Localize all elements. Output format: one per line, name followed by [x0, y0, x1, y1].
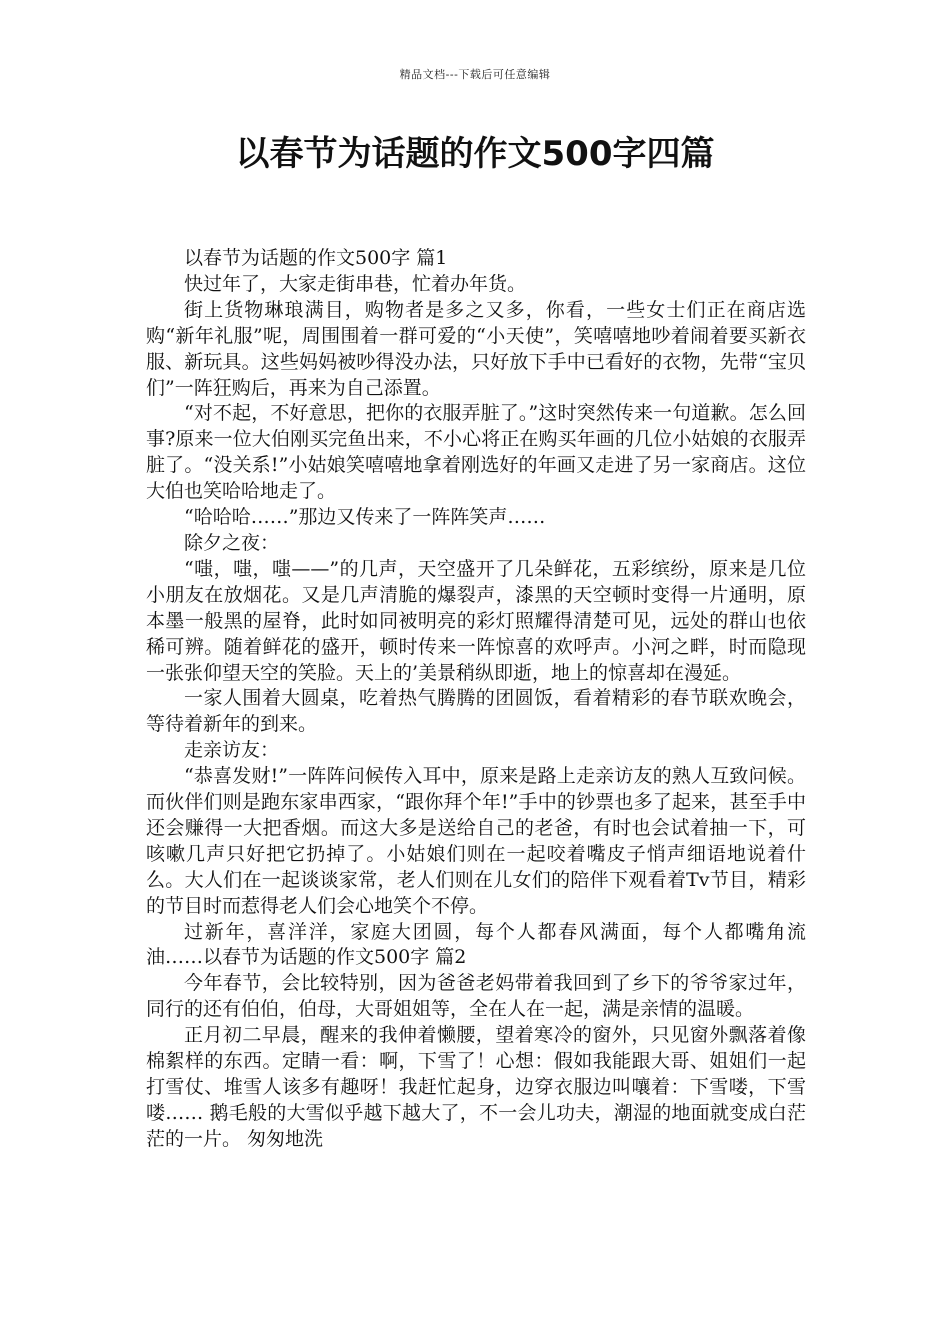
paragraph-5: “哈哈哈……”那边又传来了一阵阵笑声…… — [184, 506, 546, 529]
paragraph-4: “对不起，不好意思，把你的衣服弄脏了。”这时突然传来一句道歉。怎么回事?原来一位大伯刚买完鱼出来，不小心将正在购买年画的几位小姑娘的衣服弄脏了。“没关系!”小姑娘笑嘻嘻地拿着刚选好的年画又走进了另一家商店。这位大伯也笑哈哈地走了。 — [146, 402, 806, 503]
header-note: 精品文档---下载后可任意编辑 — [399, 68, 551, 81]
document-body — [146, 246, 806, 1153]
document-title: 以春节为话题的作文500字四篇 — [235, 134, 715, 174]
paragraph-1: 以春节为话题的作文500字 篇1 — [184, 247, 448, 269]
paragraph-7: “嗤，嗤，嗤——”的几声，天空盛开了几朵鲜花，五彩缤纷，原来是几位小朋友在放烟花。又是几声清脆的爆裂声，漆黑的天空顿时变得一片通明，原本墨一般黑的屋脊，此时如同被明亮的彩灯照耀得清楚可见，远处的群山也依稀可辨。随着鲜花的盛开，顿时传来一阵惊喜的欢呼声。小河之畔，时而隐现一张张仰望天空的笑脸。天上的’美景稍纵即逝，地上的惊喜却在漫延。 — [146, 557, 806, 684]
paragraph-6: 除夕之夜： — [184, 531, 280, 554]
paragraph-10: “恭喜发财!”一阵阵问候传入耳中，原来是路上走亲访友的熟人互致问候。而伙伴们则是跑东家串西家，“跟你拜个年!”手中的钞票也多了起来，甚至手中还会赚得一大把香烟。而这大多是送给自己的老爸，有时也会试着抽一下，可咳嗽几声只好把它扔掉了。小姑娘们则在一起咬着嘴皮子悄声细语地说着什么。大人们在一起谈谈家常，老人们则在儿女们的陪伴下观看着Tv节目，精彩的节目时而惹得老人们会心地笑个不停。 — [146, 765, 806, 917]
paragraph-12: 今年春节，会比较特别，因为爸爸老妈带着我回到了乡下的爷爷家过年，同行的还有伯伯，伯母，大哥姐姐等，全在人在一起，满是亲情的温暖。 — [146, 972, 806, 1021]
paragraph-8: 一家人围着大圆桌，吃着热气腾腾的团圆饭，看着精彩的春节联欢晚会，等待着新年的到来。 — [146, 687, 806, 736]
paragraph-11: 过新年，喜洋洋，家庭大团圆，每个人都春风满面，每个人都嘴角流油……以春节为话题的作文500字 篇2 — [146, 920, 806, 969]
paragraph-13: 正月初二早晨，醒来的我伸着懒腰，望着寒冷的窗外，只见窗外飘落着像棉絮样的东西。定睛一看：啊，下雪了！心想：假如我能跟大哥、姐姐们一起打雪仗、堆雪人该多有趣呀！我赶忙起身，边穿衣服边叫嚷着：下雪喽，下雪喽…… 鹅毛般的大雪似乎越下越大了，不一会儿功夫，潮湿的地面就变成白茫茫的一片。 匆匆地洗 — [146, 1024, 806, 1150]
paragraph-9: 走亲访友： — [184, 739, 280, 762]
paragraph-2: 快过年了，大家走街串巷，忙着办年货。 — [184, 272, 527, 295]
paragraph-3: 街上货物琳琅满目，购物者是多之又多，你看，一些女士们正在商店选购“新年礼服”呢，周围围着一群可爱的“小天使”，笑嘻嘻地吵着闹着要买新衣服、新玩具。这些妈妈被吵得没办法，只好放下手中已看好的衣物，先带“宝贝们”一阵狂购后，再来为自己添置。 — [146, 298, 806, 399]
